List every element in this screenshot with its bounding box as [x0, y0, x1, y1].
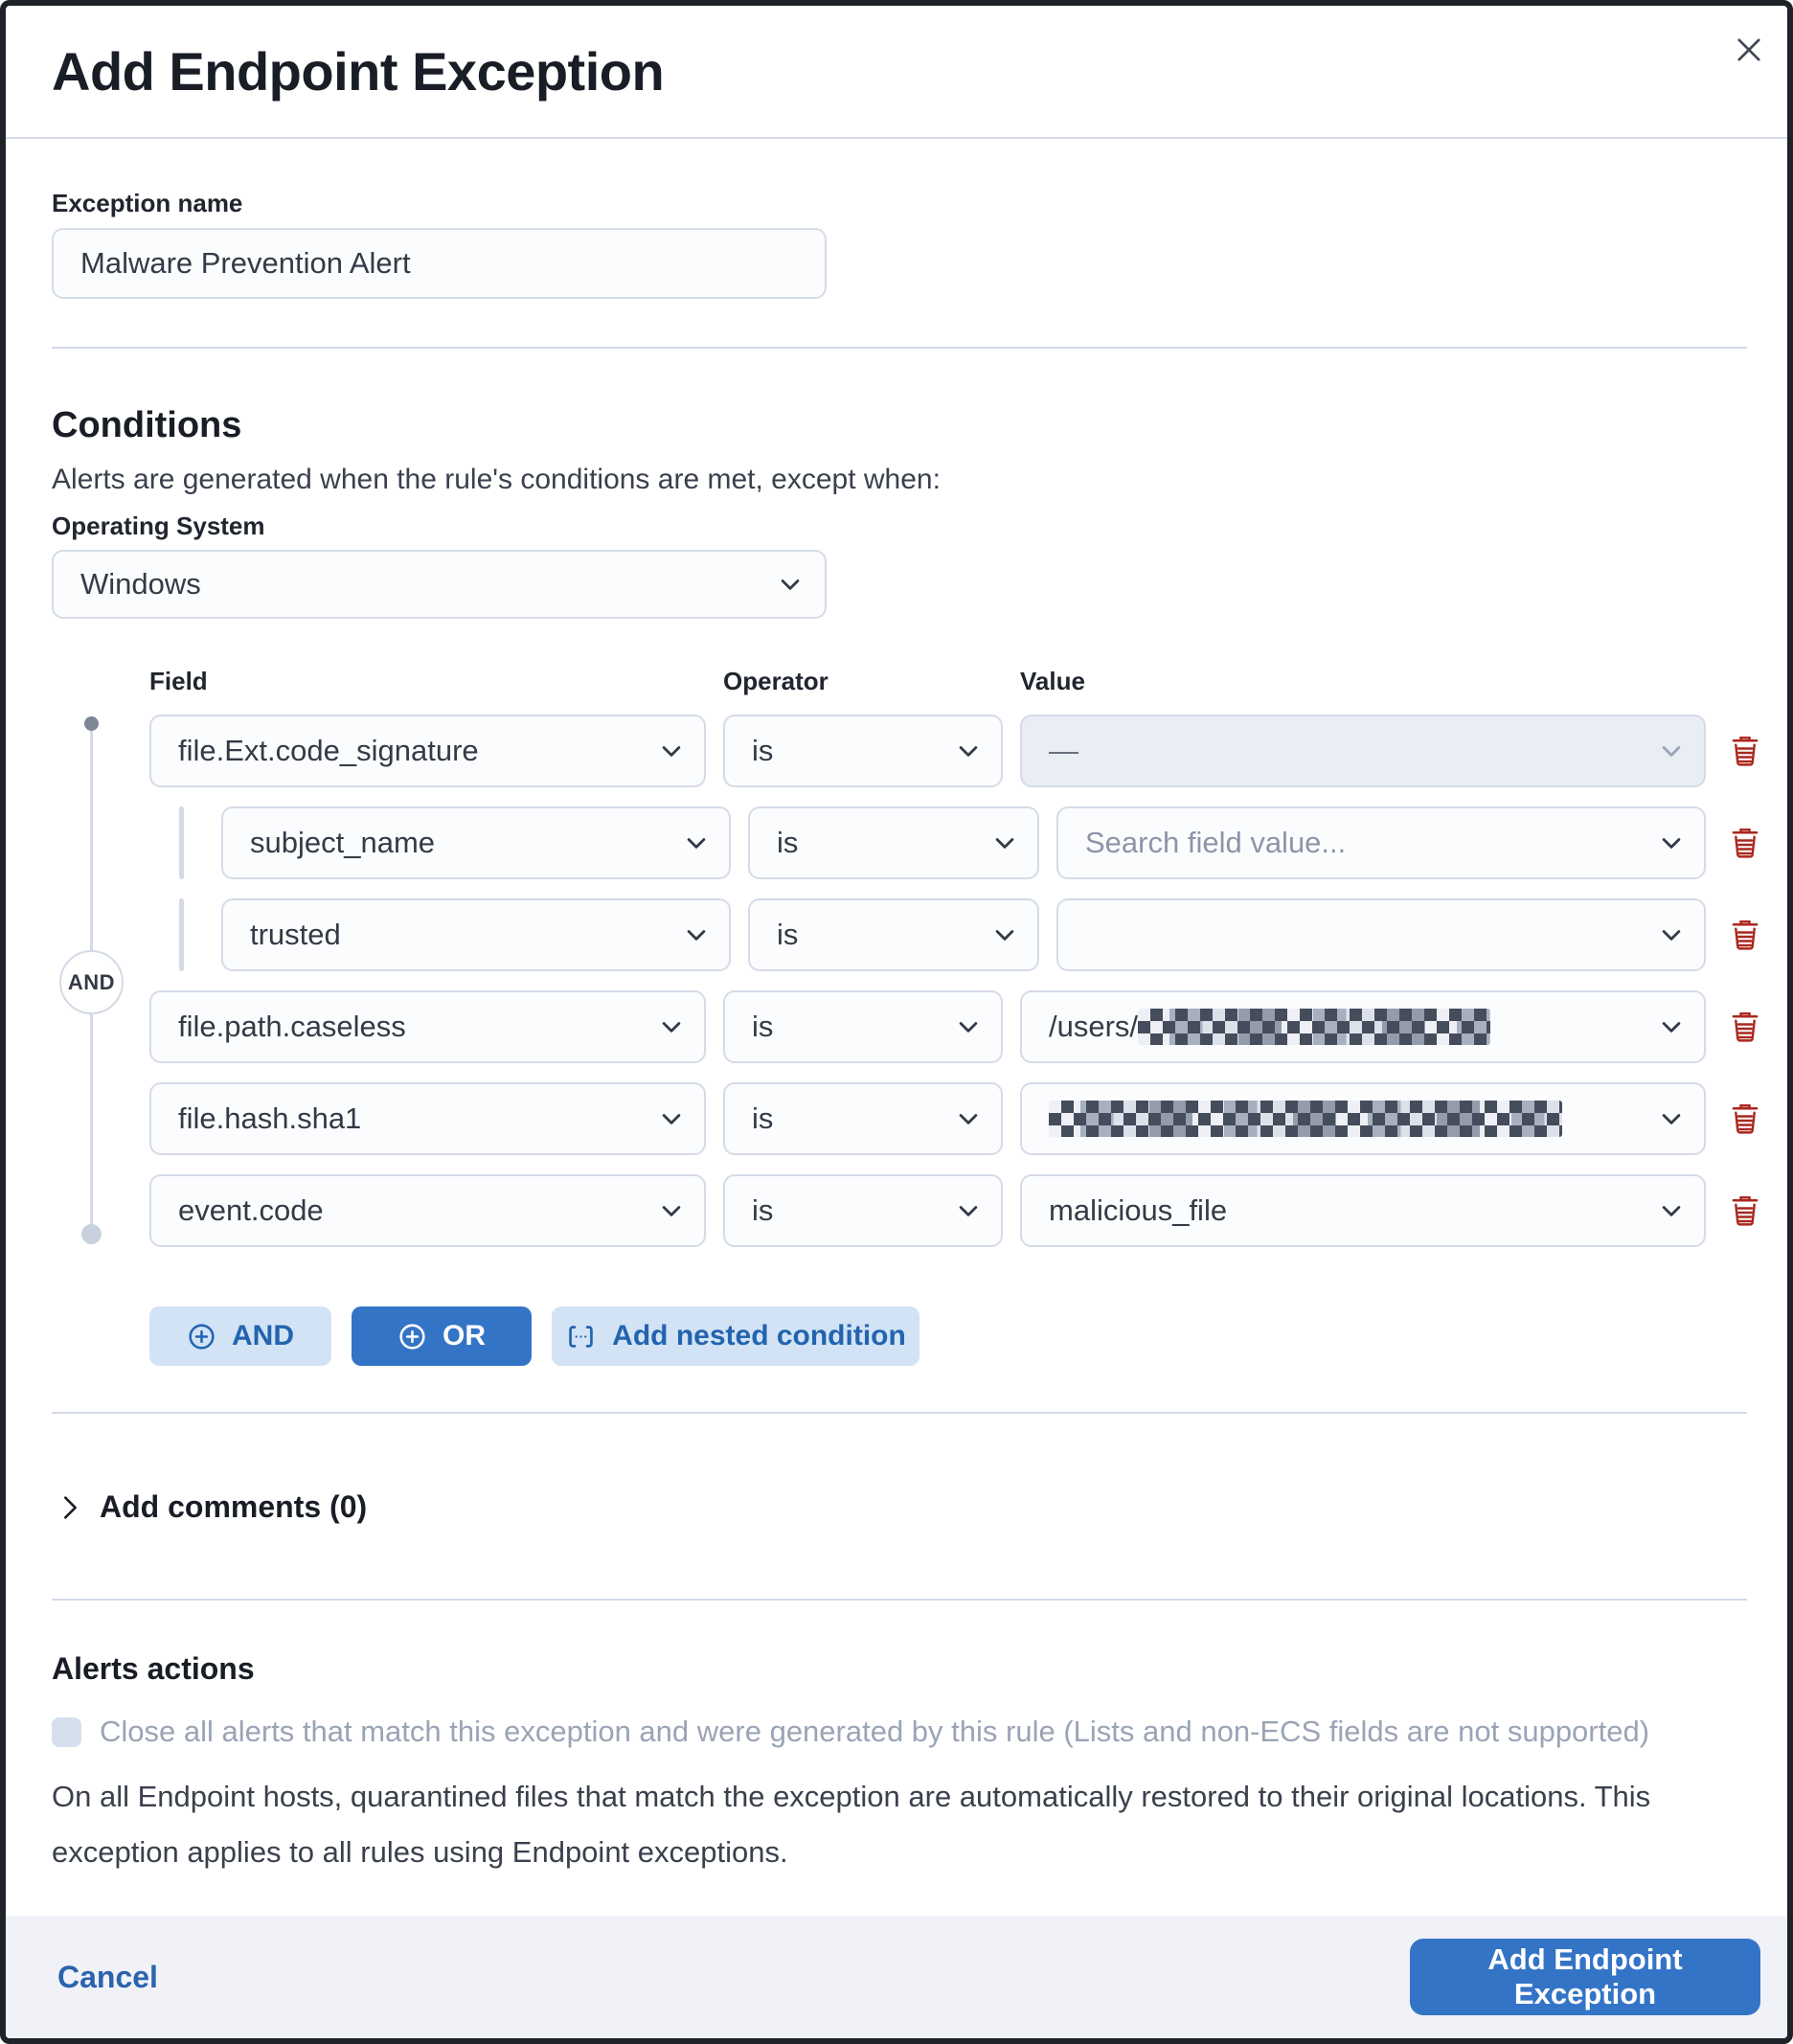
add-comments-label: Add comments (0) [100, 1489, 368, 1524]
trash-icon [1728, 826, 1762, 860]
divider [52, 1412, 1747, 1414]
operator-select[interactable]: is [723, 715, 1003, 787]
modal-footer [6, 1916, 1787, 2038]
chevron-down-icon [658, 1013, 685, 1040]
delete-condition-button[interactable] [1723, 1189, 1767, 1233]
close-alerts-checkbox[interactable] [52, 1717, 81, 1747]
delete-condition-button[interactable] [1723, 1005, 1767, 1049]
column-header-value: Value [1020, 667, 1085, 695]
operating-system-label: Operating System [52, 511, 265, 540]
field-select[interactable]: trusted [221, 898, 731, 971]
chevron-down-icon [658, 738, 685, 764]
operator-select[interactable]: is [723, 1174, 1003, 1247]
value-select-disabled: — [1020, 715, 1706, 787]
nested-indent-bar [179, 898, 184, 971]
trash-icon [1728, 1101, 1762, 1136]
delete-condition-button[interactable] [1723, 1097, 1767, 1141]
add-or-button[interactable]: OR [352, 1306, 532, 1366]
chevron-down-icon [955, 1105, 982, 1132]
field-select[interactable]: event.code [149, 1174, 706, 1247]
field-select[interactable]: file.hash.sha1 [149, 1082, 706, 1155]
trash-icon [1728, 918, 1762, 952]
field-select[interactable]: file.path.caseless [149, 990, 706, 1063]
close-alerts-checkbox-label: Close all alerts that match this exception and were generated by this rule (Lists and non-ECS fields are not supported) [100, 1715, 1650, 1748]
chevron-down-icon [1658, 1197, 1685, 1224]
column-header-field: Field [149, 667, 208, 695]
chevron-down-icon [1658, 1105, 1685, 1132]
and-rail-top-dot [84, 716, 99, 731]
value-combobox[interactable]: malicious_file [1020, 1174, 1706, 1247]
close-alerts-checkbox-row [52, 1714, 1747, 1750]
conditions-heading: Conditions [52, 405, 242, 445]
redacted-value [1049, 1101, 1562, 1137]
chevron-down-icon [1658, 1013, 1685, 1040]
condition-builder [52, 663, 1747, 1257]
chevron-right-icon [56, 1493, 84, 1522]
and-join-badge: AND [59, 950, 124, 1014]
trash-icon [1728, 1010, 1762, 1044]
chevron-down-icon [683, 829, 710, 856]
value-combobox[interactable] [1020, 1082, 1706, 1155]
trash-icon [1728, 1193, 1762, 1228]
exception-name-input[interactable] [52, 228, 827, 299]
field-select[interactable]: subject_name [221, 806, 731, 879]
modal-header [6, 6, 1787, 139]
column-header-operator: Operator [723, 667, 828, 695]
chevron-down-icon [658, 1105, 685, 1132]
chevron-down-icon [991, 829, 1018, 856]
field-select[interactable]: file.Ext.code_signature [149, 715, 706, 787]
divider [52, 347, 1747, 349]
chevron-down-icon [777, 571, 804, 598]
nested-indent-bar [179, 806, 184, 879]
delete-condition-button[interactable] [1723, 729, 1767, 773]
close-icon [1733, 34, 1765, 66]
delete-condition-button[interactable] [1723, 821, 1767, 865]
modal-body [6, 188, 1787, 1880]
chevron-down-icon [991, 921, 1018, 948]
operator-select[interactable]: is [748, 806, 1039, 879]
add-and-button[interactable]: AND [149, 1306, 331, 1366]
nested-brackets-icon [565, 1321, 597, 1352]
plus-circle-icon [397, 1322, 427, 1351]
operator-select[interactable]: is [723, 990, 1003, 1063]
chevron-down-icon [955, 1013, 982, 1040]
conditions-description: Alerts are generated when the rule's conditions are met, except when: [52, 464, 941, 495]
close-button[interactable] [1724, 25, 1774, 75]
builder-buttons [149, 1306, 1747, 1366]
chevron-down-icon [955, 738, 982, 764]
operating-system-value: Windows [80, 567, 201, 601]
divider [52, 1599, 1747, 1601]
operator-select[interactable]: is [723, 1082, 1003, 1155]
page-title: Add Endpoint Exception [52, 41, 665, 102]
chevron-down-icon [1658, 829, 1685, 856]
add-endpoint-exception-button[interactable]: Add Endpoint Exception [1410, 1939, 1760, 2015]
chevron-down-icon [955, 1197, 982, 1224]
chevron-down-icon [1658, 738, 1685, 764]
operator-select[interactable]: is [748, 898, 1039, 971]
cancel-button[interactable]: Cancel [52, 1959, 164, 1996]
chevron-down-icon [1658, 921, 1685, 948]
chevron-down-icon [683, 921, 710, 948]
operating-system-select[interactable] [52, 550, 827, 619]
value-combobox[interactable]: Search field value... [1056, 806, 1706, 879]
plus-circle-icon [187, 1322, 216, 1351]
exception-name-label: Exception name [52, 189, 243, 217]
value-combobox[interactable]: /users/ [1020, 990, 1706, 1063]
alerts-actions-heading: Alerts actions [52, 1651, 255, 1686]
value-combobox[interactable] [1056, 898, 1706, 971]
alerts-actions-description: On all Endpoint hosts, quarantined files that match the exception are automatically restored to their original locations. This exception applies to all rules using Endpoint exceptions. [52, 1780, 1651, 1869]
and-rail-bottom-dot [81, 1224, 102, 1244]
add-comments-toggle[interactable] [52, 1489, 1747, 1525]
redacted-value [1138, 1009, 1490, 1045]
trash-icon [1728, 734, 1762, 768]
chevron-down-icon [658, 1197, 685, 1224]
add-nested-condition-button[interactable]: Add nested condition [552, 1306, 919, 1366]
delete-condition-button[interactable] [1723, 913, 1767, 957]
